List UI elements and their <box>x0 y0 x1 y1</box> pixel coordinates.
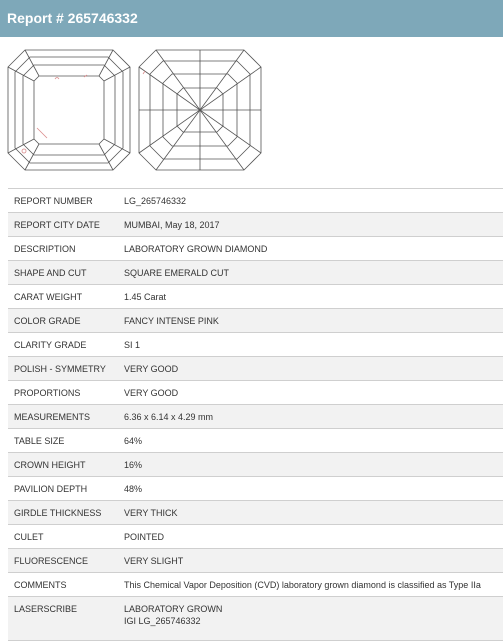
row-value: LG_265746332 <box>118 189 503 213</box>
inclusion-marks <box>143 71 145 74</box>
table-row <box>8 189 503 213</box>
table-row <box>8 573 503 597</box>
girdle-outline <box>8 50 130 170</box>
row-value: LABORATORY GROWN DIAMOND <box>118 237 503 261</box>
row-label: TABLE SIZE <box>8 429 118 453</box>
table-row <box>8 309 503 333</box>
table-row <box>8 333 503 357</box>
inclusion-mark <box>55 78 59 80</box>
table-row <box>8 525 503 549</box>
table-row <box>8 477 503 501</box>
report-header <box>0 0 503 37</box>
grading-table <box>8 188 503 641</box>
row-label: CLARITY GRADE <box>8 333 118 357</box>
table-row <box>8 381 503 405</box>
row-label: CULET <box>8 525 118 549</box>
row-value: VERY SLIGHT <box>118 549 503 573</box>
row-label: PAVILION DEPTH <box>8 477 118 501</box>
row-label: LASERSCRIBE <box>8 597 118 641</box>
table-row <box>8 261 503 285</box>
row-label: CROWN HEIGHT <box>8 453 118 477</box>
table-row <box>8 597 503 641</box>
table-outline <box>34 76 104 144</box>
table-row <box>8 405 503 429</box>
row-value: 16% <box>118 453 503 477</box>
row-label: REPORT NUMBER <box>8 189 118 213</box>
row-label: COMMENTS <box>8 573 118 597</box>
row-label: CARAT WEIGHT <box>8 285 118 309</box>
crown-diagram-svg <box>6 48 132 172</box>
row-label: REPORT CITY DATE <box>8 213 118 237</box>
row-label: POLISH - SYMMETRY <box>8 357 118 381</box>
row-value: FANCY INTENSE PINK <box>118 309 503 333</box>
inclusion-marks <box>22 75 87 153</box>
row-value: 64% <box>118 429 503 453</box>
row-value: VERY THICK <box>118 501 503 525</box>
pavilion-diagram-svg <box>137 48 263 172</box>
table-row <box>8 429 503 453</box>
table-row <box>8 501 503 525</box>
row-value: This Chemical Vapor Deposition (CVD) laboratory grown diamond is classified as Type IIa <box>118 573 503 597</box>
table-row <box>8 213 503 237</box>
row-value: MUMBAI, May 18, 2017 <box>118 213 503 237</box>
row-value: POINTED <box>118 525 503 549</box>
row-value: 1.45 Carat <box>118 285 503 309</box>
table-row <box>8 237 503 261</box>
laserscribe-line-2: IGI LG_265746332 <box>124 616 201 626</box>
row-value: SI 1 <box>118 333 503 357</box>
row-value: SQUARE EMERALD CUT <box>118 261 503 285</box>
report-title: Report # 265746332 <box>7 10 138 26</box>
row-label: PROPORTIONS <box>8 381 118 405</box>
row-label: FLUORESCENCE <box>8 549 118 573</box>
row-value: VERY GOOD <box>118 357 503 381</box>
table-row <box>8 285 503 309</box>
row-label: MEASUREMENTS <box>8 405 118 429</box>
table-row <box>8 549 503 573</box>
plotting-diagrams <box>0 37 503 187</box>
row-label: SHAPE AND CUT <box>8 261 118 285</box>
inclusion-mark <box>22 149 26 153</box>
inclusion-mark <box>143 71 145 74</box>
laserscribe-line-1: LABORATORY GROWN <box>124 604 223 614</box>
row-label: COLOR GRADE <box>8 309 118 333</box>
inclusion-mark <box>37 128 47 138</box>
row-label: GIRDLE THICKNESS <box>8 501 118 525</box>
crown-step-1 <box>15 57 123 163</box>
row-label: DESCRIPTION <box>8 237 118 261</box>
table-row <box>8 357 503 381</box>
row-value: VERY GOOD <box>118 381 503 405</box>
row-value: 48% <box>118 477 503 501</box>
row-value <box>118 597 503 641</box>
crown-plot-diagram <box>6 48 132 172</box>
row-value: 6.36 x 6.14 x 4.29 mm <box>118 405 503 429</box>
table-row <box>8 453 503 477</box>
pavilion-plot-diagram <box>137 48 263 172</box>
